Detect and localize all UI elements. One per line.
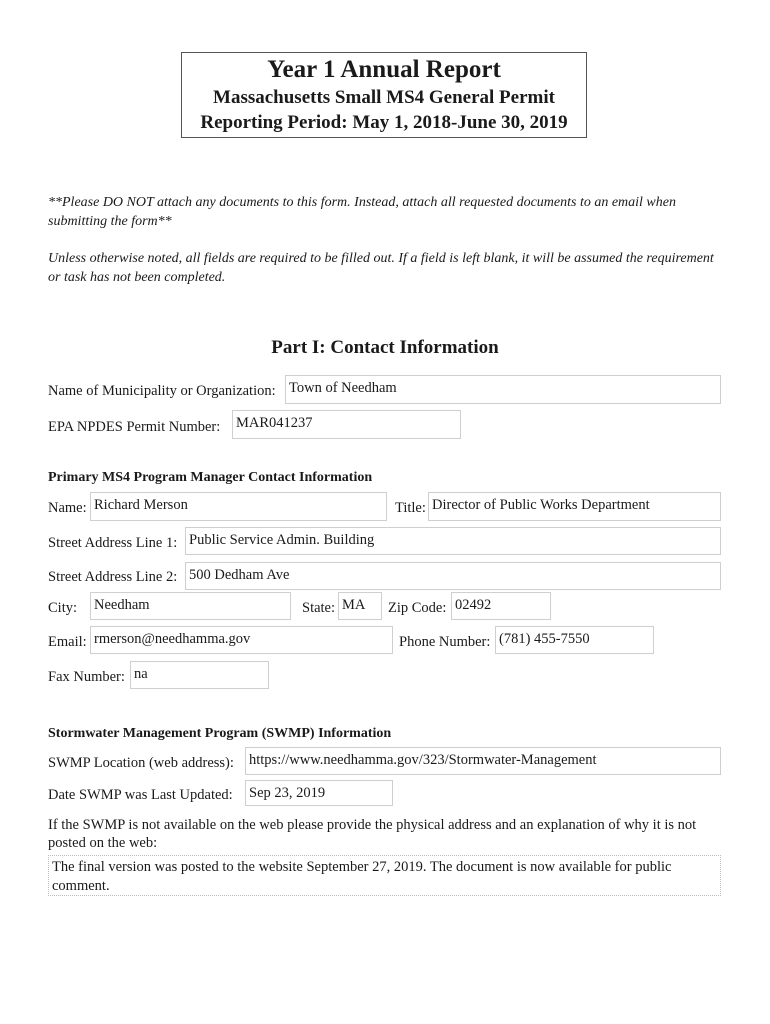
required-note: Unless otherwise noted, all fields are required to be filled out. If a field is left blank, it will be assumed the requirement or task has not been completed.	[48, 251, 714, 285]
zip-field[interactable]: 02492	[451, 592, 551, 620]
name-field[interactable]: Richard Merson	[90, 492, 387, 521]
reporting-period: Reporting Period: May 1, 2018-June 30, 2019	[200, 112, 568, 133]
municipality-label: Name of Municipality or Organization:	[48, 383, 276, 399]
name-label: Name:	[48, 500, 87, 516]
permit-number-label: EPA NPDES Permit Number:	[48, 419, 221, 435]
state-label: State:	[302, 600, 336, 616]
phone-label: Phone Number:	[399, 634, 491, 650]
state-field[interactable]: MA	[338, 592, 382, 620]
swmp-location-label: SWMP Location (web address):	[48, 755, 234, 771]
email-field[interactable]: rmerson@needhamma.gov	[90, 626, 393, 654]
permit-number-field[interactable]: MAR041237	[232, 410, 461, 439]
title-label: Title:	[395, 500, 426, 516]
swmp-section-title: Stormwater Management Program (SWMP) Information	[48, 726, 392, 741]
report-header	[181, 52, 587, 138]
manager-section-title: Primary MS4 Program Manager Contact Information	[48, 470, 373, 485]
street2-field[interactable]: 500 Dedham Ave	[185, 562, 721, 590]
part-title: Part I: Contact Information	[271, 337, 499, 358]
report-title: Year 1 Annual Report	[267, 56, 501, 83]
swmp-updated-label: Date SWMP was Last Updated:	[48, 787, 233, 803]
swmp-location-field[interactable]: https://www.needhamma.gov/323/Stormwater-Management	[245, 747, 721, 775]
email-label: Email:	[48, 634, 87, 650]
fax-label: Fax Number:	[48, 669, 125, 685]
street2-label: Street Address Line 2:	[48, 569, 178, 585]
swmp-not-available-field[interactable]: The final version was posted to the website September 27, 2019. The document is now available for public comment.	[48, 855, 721, 896]
zip-label: Zip Code:	[388, 600, 447, 616]
title-field[interactable]: Director of Public Works Department	[428, 492, 721, 521]
swmp-not-available-label: If the SWMP is not available on the web please provide the physical address and an explanation of why it is not posted on the web:	[48, 817, 697, 851]
phone-field[interactable]: (781) 455-7550	[495, 626, 654, 654]
swmp-updated-field[interactable]: Sep 23, 2019	[245, 780, 393, 806]
street1-field[interactable]: Public Service Admin. Building	[185, 527, 721, 555]
permit-name: Massachusetts Small MS4 General Permit	[213, 87, 555, 108]
municipality-field[interactable]: Town of Needham	[285, 375, 721, 404]
city-label: City:	[48, 600, 78, 616]
attach-note: **Please DO NOT attach any documents to this form. Instead, attach all requested documents to an email when submitting the form**	[48, 195, 676, 229]
city-field[interactable]: Needham	[90, 592, 291, 620]
fax-field[interactable]: na	[130, 661, 269, 689]
street1-label: Street Address Line 1:	[48, 535, 178, 551]
